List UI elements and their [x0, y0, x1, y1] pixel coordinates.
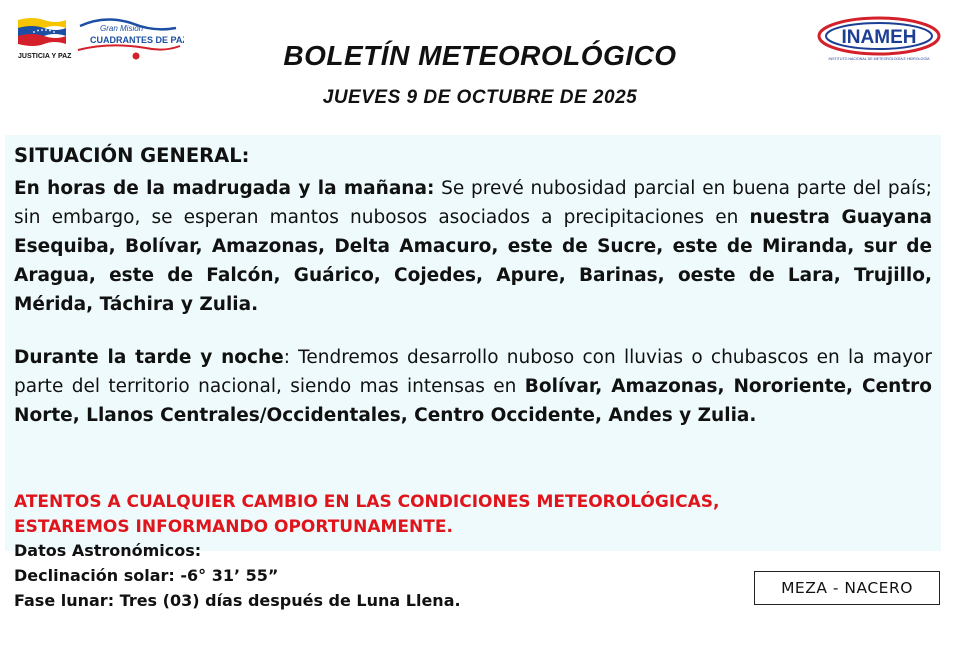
- moon-phase: Fase lunar: Tres (03) días después de Luna Llena.: [14, 591, 461, 610]
- situation-content: [14, 143, 932, 430]
- morning-text: Se prevé nubosidad parcial en buena parte del país; sin embargo, se esperan mantos nubosos asociados a precipitaciones en: [14, 178, 932, 228]
- evening-text: : Tendremos desarrollo nuboso con lluvias o chubascos en la mayor parte del territorio nacional, siendo mas intensas en: [14, 347, 932, 397]
- evening-lead: Durante la tarde y noche: [14, 347, 284, 368]
- svg-text:JUSTICIA Y PAZ: JUSTICIA Y PAZ: [18, 53, 72, 60]
- situation-heading: SITUACIÓN GENERAL:: [14, 144, 250, 167]
- svg-text:INSTITUTO NACIONAL DE METEOROL: INSTITUTO NACIONAL DE METEOROLOGÍA E HIDROLOGÍA: [828, 57, 930, 61]
- morning-paragraph: [14, 174, 932, 319]
- authors-signature: MEZA - NACERO: [754, 571, 940, 605]
- svg-text:CUADRANTES DE PAZ: CUADRANTES DE PAZ: [90, 35, 184, 45]
- astro-heading: Datos Astronómicos:: [14, 541, 202, 560]
- bulletin-title: BOLETÍN METEOROLÓGICO: [283, 40, 677, 71]
- evening-regions: Bolívar, Amazonas, Nororiente, Centro Norte, Llanos Centrales/Occidentales, Centro Occidente, Andes y Zulia.: [14, 376, 933, 426]
- evening-paragraph: [14, 343, 932, 430]
- alert-line-2: ESTAREMOS INFORMANDO OPORTUNAMENTE.: [14, 517, 453, 537]
- svg-text:INAMEH: INAMEH: [841, 27, 917, 48]
- morning-regions: nuestra Guayana Esequiba, Bolívar, Amazonas, Delta Amacuro, este de Sucre, este de Miranda, sur de Aragua, este de Falcón, Guárico, Cojedes, Apure, Barinas, oeste de Lara, Trujillo, Mérida, Táchira y Zulia.: [14, 207, 932, 315]
- astronomical-data: [14, 538, 634, 613]
- morning-lead: En horas de la madrugada y la mañana:: [14, 178, 435, 199]
- alert-line-1: ATENTOS A CUALQUIER CAMBIO EN LAS CONDICIONES METEOROLÓGICAS,: [14, 492, 720, 512]
- bulletin-date: JUEVES 9 DE OCTUBRE DE 2025: [322, 87, 638, 108]
- alert-notice: [14, 490, 914, 540]
- svg-text:Gran Misión: Gran Misión: [100, 24, 144, 33]
- solar-declination: Declinación solar: -6° 31’ 55”: [14, 566, 279, 585]
